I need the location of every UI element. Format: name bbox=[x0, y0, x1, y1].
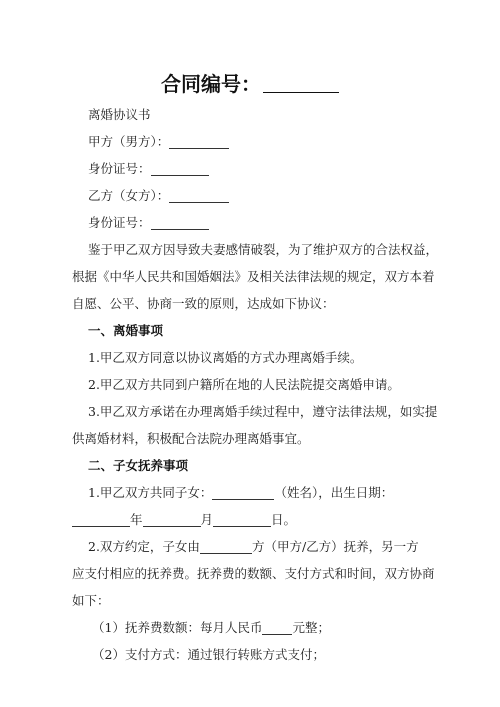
section-1-heading: 一、离婚事项 bbox=[88, 323, 164, 338]
support-amount-blank bbox=[262, 620, 292, 635]
section-2-heading: 二、子女抚养事项 bbox=[88, 458, 189, 473]
section-2-item-2-line-1 bbox=[88, 533, 419, 560]
custody-suffix: 方（甲方/乙方）抚养，另一方 bbox=[251, 539, 419, 554]
support-amount-line bbox=[92, 614, 330, 641]
party-b-id-line bbox=[88, 209, 209, 236]
party-b-label: 乙方（女方）： bbox=[88, 188, 170, 203]
preamble-line-3: 自愿、公平、协商一致的原则，达成如下协议： bbox=[72, 296, 335, 311]
preamble-line-1: 鉴于甲乙双方因导致夫妻感情破裂，为了维护双方的合法权益， bbox=[88, 242, 439, 257]
birth-day-blank bbox=[213, 512, 271, 527]
child-name-blank bbox=[212, 485, 274, 500]
support-amount-suffix: 元整； bbox=[292, 620, 330, 635]
contract-number-label: 合同编号： bbox=[161, 72, 261, 96]
day-label: 日。 bbox=[271, 512, 297, 527]
contract-number-title bbox=[0, 70, 500, 98]
section-2-item-1-line-2 bbox=[72, 506, 296, 533]
party-b-id-label: 身份证号： bbox=[88, 215, 151, 230]
party-b-line bbox=[88, 182, 229, 209]
document-name: 离婚协议书 bbox=[88, 107, 151, 122]
section-1-item-3-line-2: 供离婚材料，积极配合法院办理离婚事宜。 bbox=[72, 431, 310, 446]
support-amount-prefix: （1）抚养费数额：每月人民币 bbox=[92, 620, 263, 635]
section-1-item-1: 1.甲乙双方同意以协议离婚的方式办理离婚手续。 bbox=[88, 350, 363, 365]
contract-number-blank bbox=[263, 74, 339, 93]
party-a-id-blank bbox=[151, 161, 209, 176]
custody-party-blank bbox=[200, 539, 252, 554]
party-a-line bbox=[88, 128, 229, 155]
party-a-id-line bbox=[88, 155, 209, 182]
payment-method-line: （2）支付方式：通过银行转账方式支付； bbox=[92, 647, 325, 662]
section-2-item-1-line-1 bbox=[88, 479, 393, 506]
section-1-item-2: 2.甲乙双方共同到户籍所在地的人民法院提交离婚申请。 bbox=[88, 377, 400, 392]
party-b-blank bbox=[169, 188, 229, 203]
preamble-line-2: 根据《中华人民共和国婚姻法》及相关法律法规的规定，双方本着 bbox=[72, 269, 435, 284]
month-label: 月 bbox=[200, 512, 214, 527]
party-a-label: 甲方（男方）： bbox=[88, 134, 170, 149]
section-2-item-2-line-3: 如下： bbox=[72, 593, 110, 608]
party-a-blank bbox=[169, 134, 229, 149]
child-middle: （姓名），出生日期： bbox=[274, 485, 394, 500]
custody-prefix: 2.双方约定，子女由 bbox=[88, 539, 200, 554]
section-1-item-3-line-1: 3.甲乙双方承诺在办理离婚手续过程中，遵守法律法规，如实提 bbox=[88, 404, 438, 419]
party-a-id-label: 身份证号： bbox=[88, 161, 151, 176]
year-label: 年 bbox=[130, 512, 143, 527]
child-prefix: 1.甲乙双方共同子女： bbox=[88, 485, 213, 500]
birth-month-blank bbox=[143, 512, 201, 527]
party-b-id-blank bbox=[151, 215, 209, 230]
section-2-item-2-line-2: 应支付相应的抚养费。抚养费的数额、支付方式和时间，双方协商 bbox=[72, 566, 435, 581]
birth-year-blank bbox=[72, 512, 130, 527]
